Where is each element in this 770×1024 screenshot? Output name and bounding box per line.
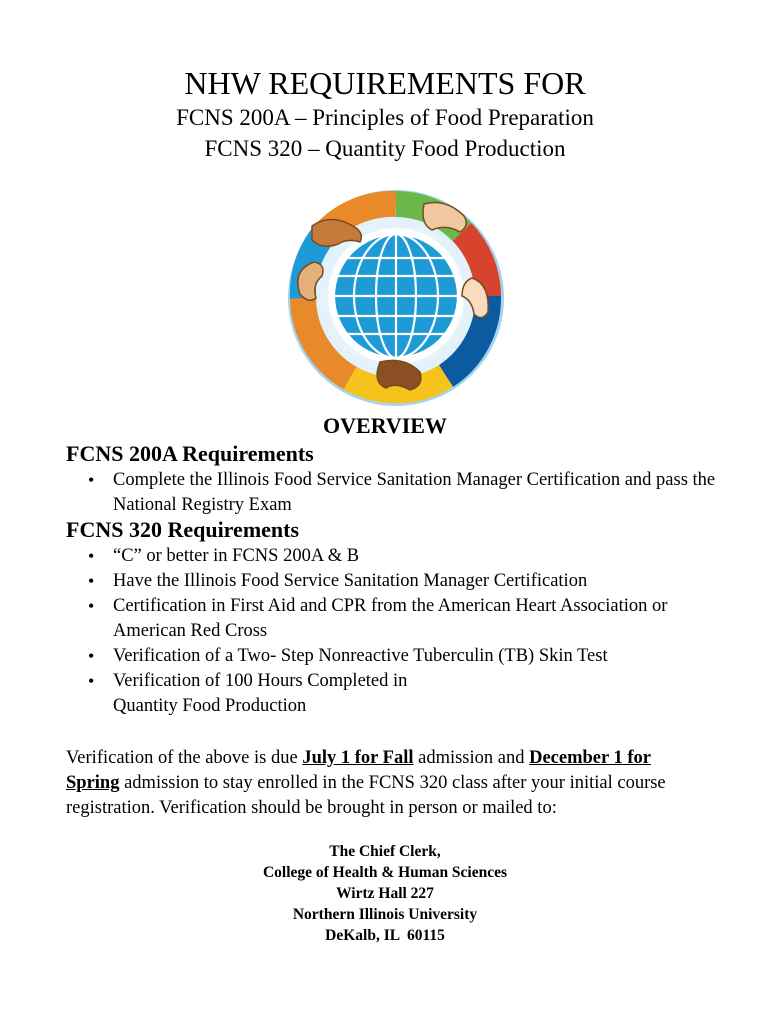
verification-text-1: Verification of the above is due	[66, 748, 303, 768]
page-title: NHW REQUIREMENTS FOR	[184, 65, 586, 101]
list-item: • Verification of 100 Hours Completed in Quantity Food Production	[66, 669, 716, 719]
fall-deadline: July 1 for Fall	[302, 748, 414, 768]
list-item: • Complete the Illinois Food Service Sanitation Manager Certification and pass the National Registry Exam	[66, 468, 716, 518]
course-subtitle-200a: FCNS 200A – Principles of Food Preparation	[176, 105, 594, 130]
fcns200a-heading: FCNS 200A Requirements	[66, 441, 314, 466]
fcns320-requirements-list	[66, 544, 716, 719]
verification-text-3: admission to stay enrolled in the FCNS 320 class after your initial course registration. Verification should be brought in person or mailed to:	[66, 773, 666, 818]
list-item: • Certification in First Aid and CPR from the American Heart Association or American Red Cross	[66, 594, 716, 644]
list-item: • Verification of a Two- Step Nonreactive Tuberculin (TB) Skin Test	[66, 644, 716, 669]
address-line: Northern Illinois University	[292, 906, 478, 923]
spring-deadline: December 1 for Spring	[66, 748, 652, 793]
mailing-address	[0, 841, 770, 946]
address-line: Wirtz Hall 227	[336, 885, 434, 902]
overview-heading: OVERVIEW	[323, 413, 447, 438]
address-line: DeKalb, IL 60115	[325, 927, 445, 944]
address-line: The Chief Clerk,	[329, 843, 441, 860]
course-subtitle-320: FCNS 320 – Quantity Food Production	[204, 136, 566, 161]
verification-text-2: admission and	[413, 748, 530, 768]
list-item: • Have the Illinois Food Service Sanitation Manager Certification	[66, 569, 716, 594]
list-item: • “C” or better in FCNS 200A & B	[66, 544, 716, 569]
verification-paragraph	[66, 746, 706, 821]
fcns320-heading: FCNS 320 Requirements	[66, 517, 300, 542]
fcns200a-requirements-list	[66, 468, 716, 518]
address-line: College of Health & Human Sciences	[262, 864, 508, 881]
globe-with-hands-icon	[276, 186, 516, 408]
